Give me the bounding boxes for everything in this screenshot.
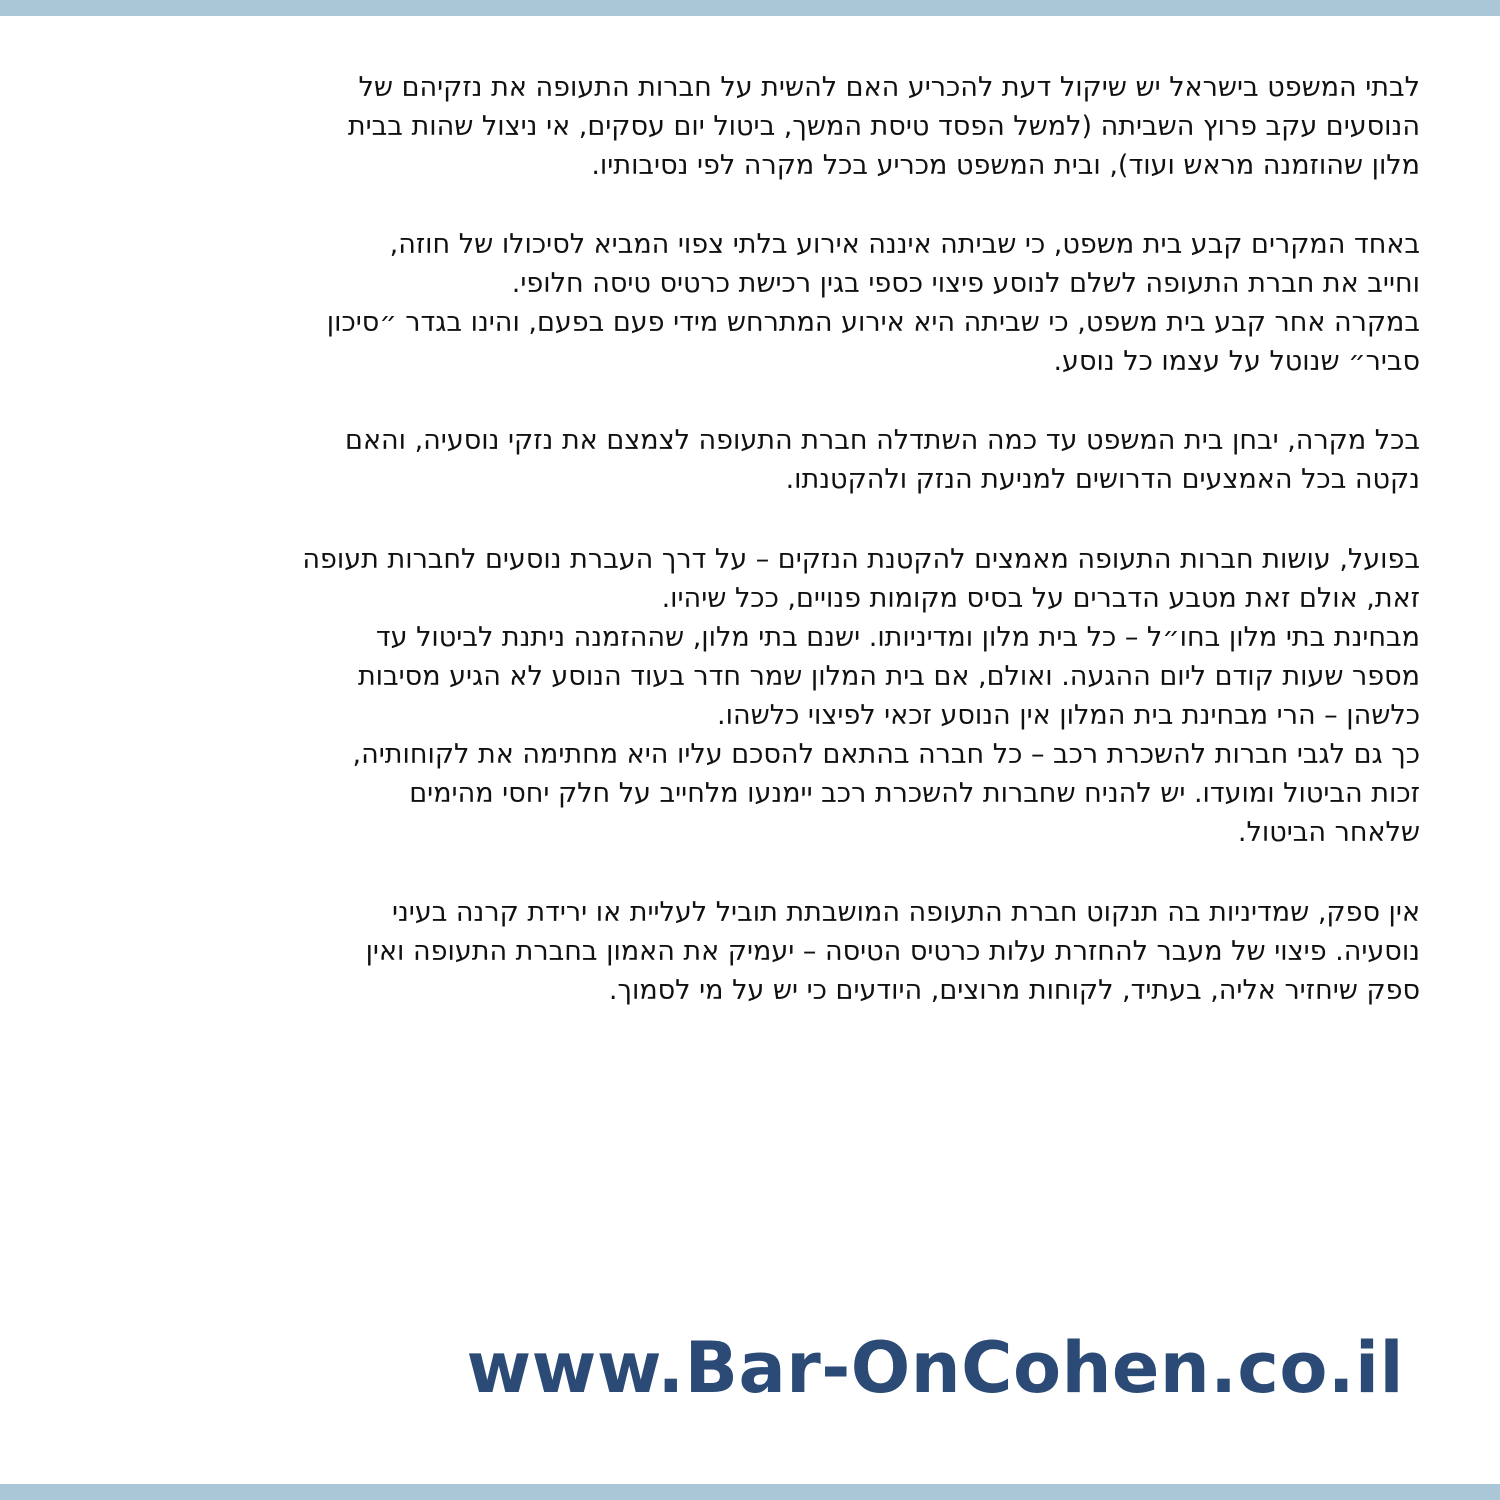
text-line: סביר״ שנוטל על עצמו כל נוסע. xyxy=(1053,346,1420,377)
text-line: כך גם לגבי חברות להשכרת רכב – כל חברה בהתאם להסכם עליו היא מחתימה את לקוחותיה, xyxy=(352,739,1420,770)
text-line: בפועל, עושות חברות התעופה מאמצים להקטנת הנזקים – על דרך העברת נוסעים לחברות תעופה xyxy=(302,544,1420,575)
text-line: זאת, אולם זאת מטבע הדברים על בסיס מקומות פנויים, ככל שיהיו. xyxy=(661,583,1420,614)
bottom-frame-border xyxy=(0,1484,1500,1500)
text-line: כלשהן – הרי מבחינת בית המלון אין הנוסע זכאי לפיצוי כלשהו. xyxy=(717,700,1420,731)
text-line: באחד המקרים קבע בית משפט, כי שביתה איננה אירוע בלתי צפוי המביא לסיכולו של חוזה, xyxy=(389,229,1420,260)
text-line: מספר שעות קודם ליום ההגעה. ואולם, אם בית המלון שמר חדר בעוד הנוסע לא הגיע מסיבות xyxy=(357,661,1420,692)
text-line: וחייב את חברת התעופה לשלם לנוסע פיצוי כספי בגין רכישת כרטיס טיסה חלופי. xyxy=(511,268,1420,299)
paragraph-1 xyxy=(50,68,1420,185)
top-frame-border xyxy=(0,0,1500,16)
paragraph-4 xyxy=(50,540,1420,852)
text-line: נקטה בכל האמצעים הדרושים למניעת הנזק ולהקטנתו. xyxy=(785,464,1420,495)
text-line: מלון שהוזמנה מראש ועוד), ובית המשפט מכריע בכל מקרה לפי נסיבותיו. xyxy=(591,150,1420,181)
text-line: לבתי המשפט בישראל יש שיקול דעת להכריע האם להשית על חברות התעופה את נזקיהם של xyxy=(358,72,1420,103)
website-url: www.Bar-OnCohen.co.il xyxy=(466,1327,1404,1409)
text-line: הנוסעים עקב פרוץ השביתה (למשל הפסד טיסת המשך, ביטול יום עסקים, אי ניצול שהות בבית xyxy=(347,111,1420,142)
paragraph-3 xyxy=(50,421,1420,499)
paragraph-5 xyxy=(50,893,1420,1010)
text-line: אין ספק, שמדיניות בה תנקוט חברת התעופה המושבתת תוביל לעליית או ירידת קרנה בעיני xyxy=(391,897,1420,928)
text-line: ספק שיחזיר אליה, בעתיד, לקוחות מרוצים, היודעים כי יש על מי לסמוך. xyxy=(608,975,1420,1006)
text-line: בכל מקרה, יבחן בית המשפט עד כמה השתדלה חברת התעופה לצמצם את נזקי נוסעיה, והאם xyxy=(345,425,1420,456)
paragraph-2 xyxy=(50,225,1420,381)
text-line: נוסעיה. פיצוי של מעבר להחזרת עלות כרטיס הטיסה – יעמיק את האמון בחברת התעופה ואין xyxy=(365,936,1420,967)
text-line: זכות הביטול ומועדו. יש להניח שחברות להשכרת רכב יימנעו מלחייב על חלק יחסי מהימים xyxy=(409,778,1420,809)
text-line: מבחינת בתי מלון בחו״ל – כל בית מלון ומדיניותו. ישנם בתי מלון, שההזמנה ניתנת לביטול עד xyxy=(375,622,1420,653)
text-line: שלאחר הביטול. xyxy=(1237,817,1420,848)
text-line: במקרה אחר קבע בית משפט, כי שביתה היא אירוע המתרחש מידי פעם בפעם, והינו בגדר ״סיכון xyxy=(326,307,1420,338)
